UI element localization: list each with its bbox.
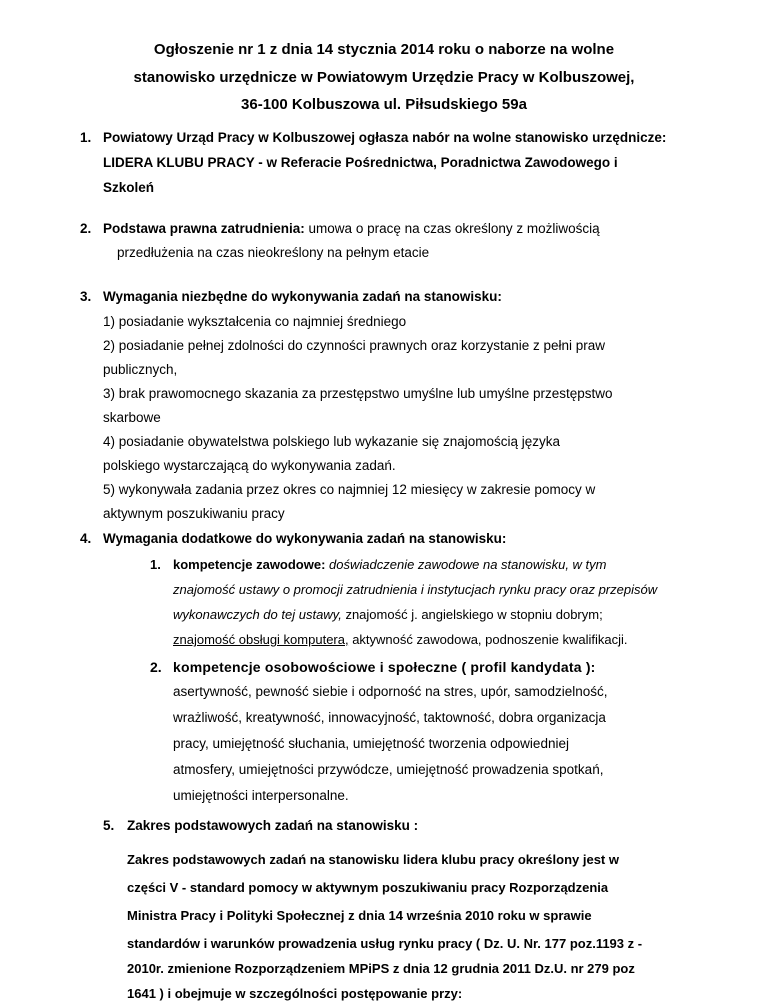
- section-3-item-line: polskiego wystarczającą do wykonywania zadań.: [103, 458, 396, 473]
- section-3-item-line: 2) posiadanie pełnej zdolności do czynności prawnych oraz korzystanie z pełni praw: [103, 338, 606, 353]
- section-4-sub-2-line: atmosfery, umiejętności przywódcze, umiejętność prowadzenia spotkań,: [173, 762, 604, 777]
- section-4-sub-1-line-1: [173, 557, 607, 572]
- section-4-sub-1-line-3: [173, 607, 603, 622]
- competence-rest-2: aktywność zawodowa, podnoszenie kwalifikacji.: [348, 632, 628, 647]
- competence-rest: znajomość j. angielskiego w stopniu dobrym;: [341, 607, 603, 622]
- section-4-sub-2-line: wrażliwość, kreatywność, innowacyjność, taktowność, dobra organizacja: [173, 710, 606, 725]
- title-line-3: 36-100 Kolbuszowa ul. Piłsudskiego 59a: [241, 96, 527, 113]
- section-3-item-line: aktywnym poszukiwaniu pracy: [103, 506, 285, 521]
- section-3-item-line: skarbowe: [103, 410, 161, 425]
- section-5-line: Ministra Pracy i Polityki Społecznej z dnia 14 września 2010 roku w sprawie: [127, 908, 592, 923]
- section-5-line: 1641 ) i obejmuje w szczególności postępowanie przy:: [127, 986, 463, 1001]
- section-3-item-line: 5) wykonywała zadania przez okres co najmniej 12 miesięcy w zakresie pomocy w: [103, 482, 596, 497]
- competence-italic: wykonawczych do tej ustawy,: [173, 607, 342, 622]
- section-1-line-2: LIDERA KLUBU PRACY - w Referacie Pośrednictwa, Poradnictwa Zawodowego i: [103, 155, 618, 170]
- title-line-2: stanowisko urzędnicze w Powiatowym Urzędzie Pracy w Kolbuszowej,: [133, 69, 635, 86]
- section-4-sub-2-line: umiejętności interpersonalne.: [173, 788, 349, 803]
- competence-text: doświadczenie zawodowe na stanowisku, w tym: [325, 557, 607, 572]
- section-4-sub-1-line-4: [173, 632, 628, 647]
- section-2-number: 2.: [80, 221, 92, 236]
- competence-underlined: znajomość obsługi komputera,: [173, 632, 349, 647]
- section-1-line-1: Powiatowy Urząd Pracy w Kolbuszowej ogłasza nabór na wolne stanowisko urzędnicze:: [103, 130, 667, 145]
- section-3-item-line: 1) posiadanie wykształcenia co najmniej średniego: [103, 314, 407, 329]
- section-5-heading: Zakres podstawowych zadań na stanowisku :: [127, 818, 419, 833]
- section-5-line: części V - standard pomocy w aktywnym poszukiwaniu pracy Rozporządzenia: [127, 880, 609, 895]
- section-2-line-2: przedłużenia na czas nieokreślony na pełnym etacie: [117, 245, 430, 260]
- section-3-item-line: 4) posiadanie obywatelstwa polskiego lub wykazanie się znajomością języka: [103, 434, 560, 449]
- competence-label: kompetencje zawodowe:: [173, 557, 326, 572]
- section-4-sub-1-line-2: znajomość ustawy o promocji zatrudnienia i instytucjach rynku pracy oraz przepisów: [173, 582, 658, 597]
- section-4-sub-2-number: 2.: [150, 659, 162, 675]
- section-5-number: 5.: [103, 818, 115, 833]
- section-4-sub-2-line: asertywność, pewność siebie i odporność na stres, upór, samodzielność,: [173, 684, 608, 699]
- section-1-line-3: Szkoleń: [103, 180, 155, 195]
- section-4-sub-2-line: pracy, umiejętność słuchania, umiejętność tworzenia odpowiedniej: [173, 736, 569, 751]
- section-5-line: 2010r. zmienione Rozporządzeniem MPiPS z dnia 12 grudnia 2011 Dz.U. nr 279 poz: [127, 961, 635, 976]
- section-5-line: Zakres podstawowych zadań na stanowisku lidera klubu pracy określony jest w: [127, 852, 619, 867]
- section-2-line-1: [103, 221, 600, 236]
- section-3-item-line: 3) brak prawomocnego skazania za przestępstwo umyślne lub umyślne przestępstwo: [103, 386, 613, 401]
- section-1-number: 1.: [80, 130, 92, 145]
- section-2-label: Podstawa prawna zatrudnienia:: [103, 221, 305, 236]
- title-line-1: Ogłoszenie nr 1 z dnia 14 stycznia 2014 roku o naborze na wolne: [153, 41, 615, 58]
- section-3-item-line: publicznych,: [103, 362, 178, 377]
- section-4-number: 4.: [80, 531, 92, 546]
- section-3-number: 3.: [80, 289, 92, 304]
- section-4-heading: Wymagania dodatkowe do wykonywania zadań na stanowisku:: [103, 531, 507, 546]
- section-4-sub-2-heading: kompetencje osobowościowe i społeczne ( profil kandydata ):: [173, 659, 596, 675]
- section-2-text: umowa o pracę na czas określony z możliwością: [304, 221, 600, 236]
- section-4-sub-1-number: 1.: [150, 557, 161, 572]
- section-3-heading: Wymagania niezbędne do wykonywania zadań na stanowisku:: [103, 289, 502, 304]
- section-5-line: standardów i warunków prowadzenia usług rynku pracy ( Dz. U. Nr. 177 poz.1193 z -: [127, 936, 643, 951]
